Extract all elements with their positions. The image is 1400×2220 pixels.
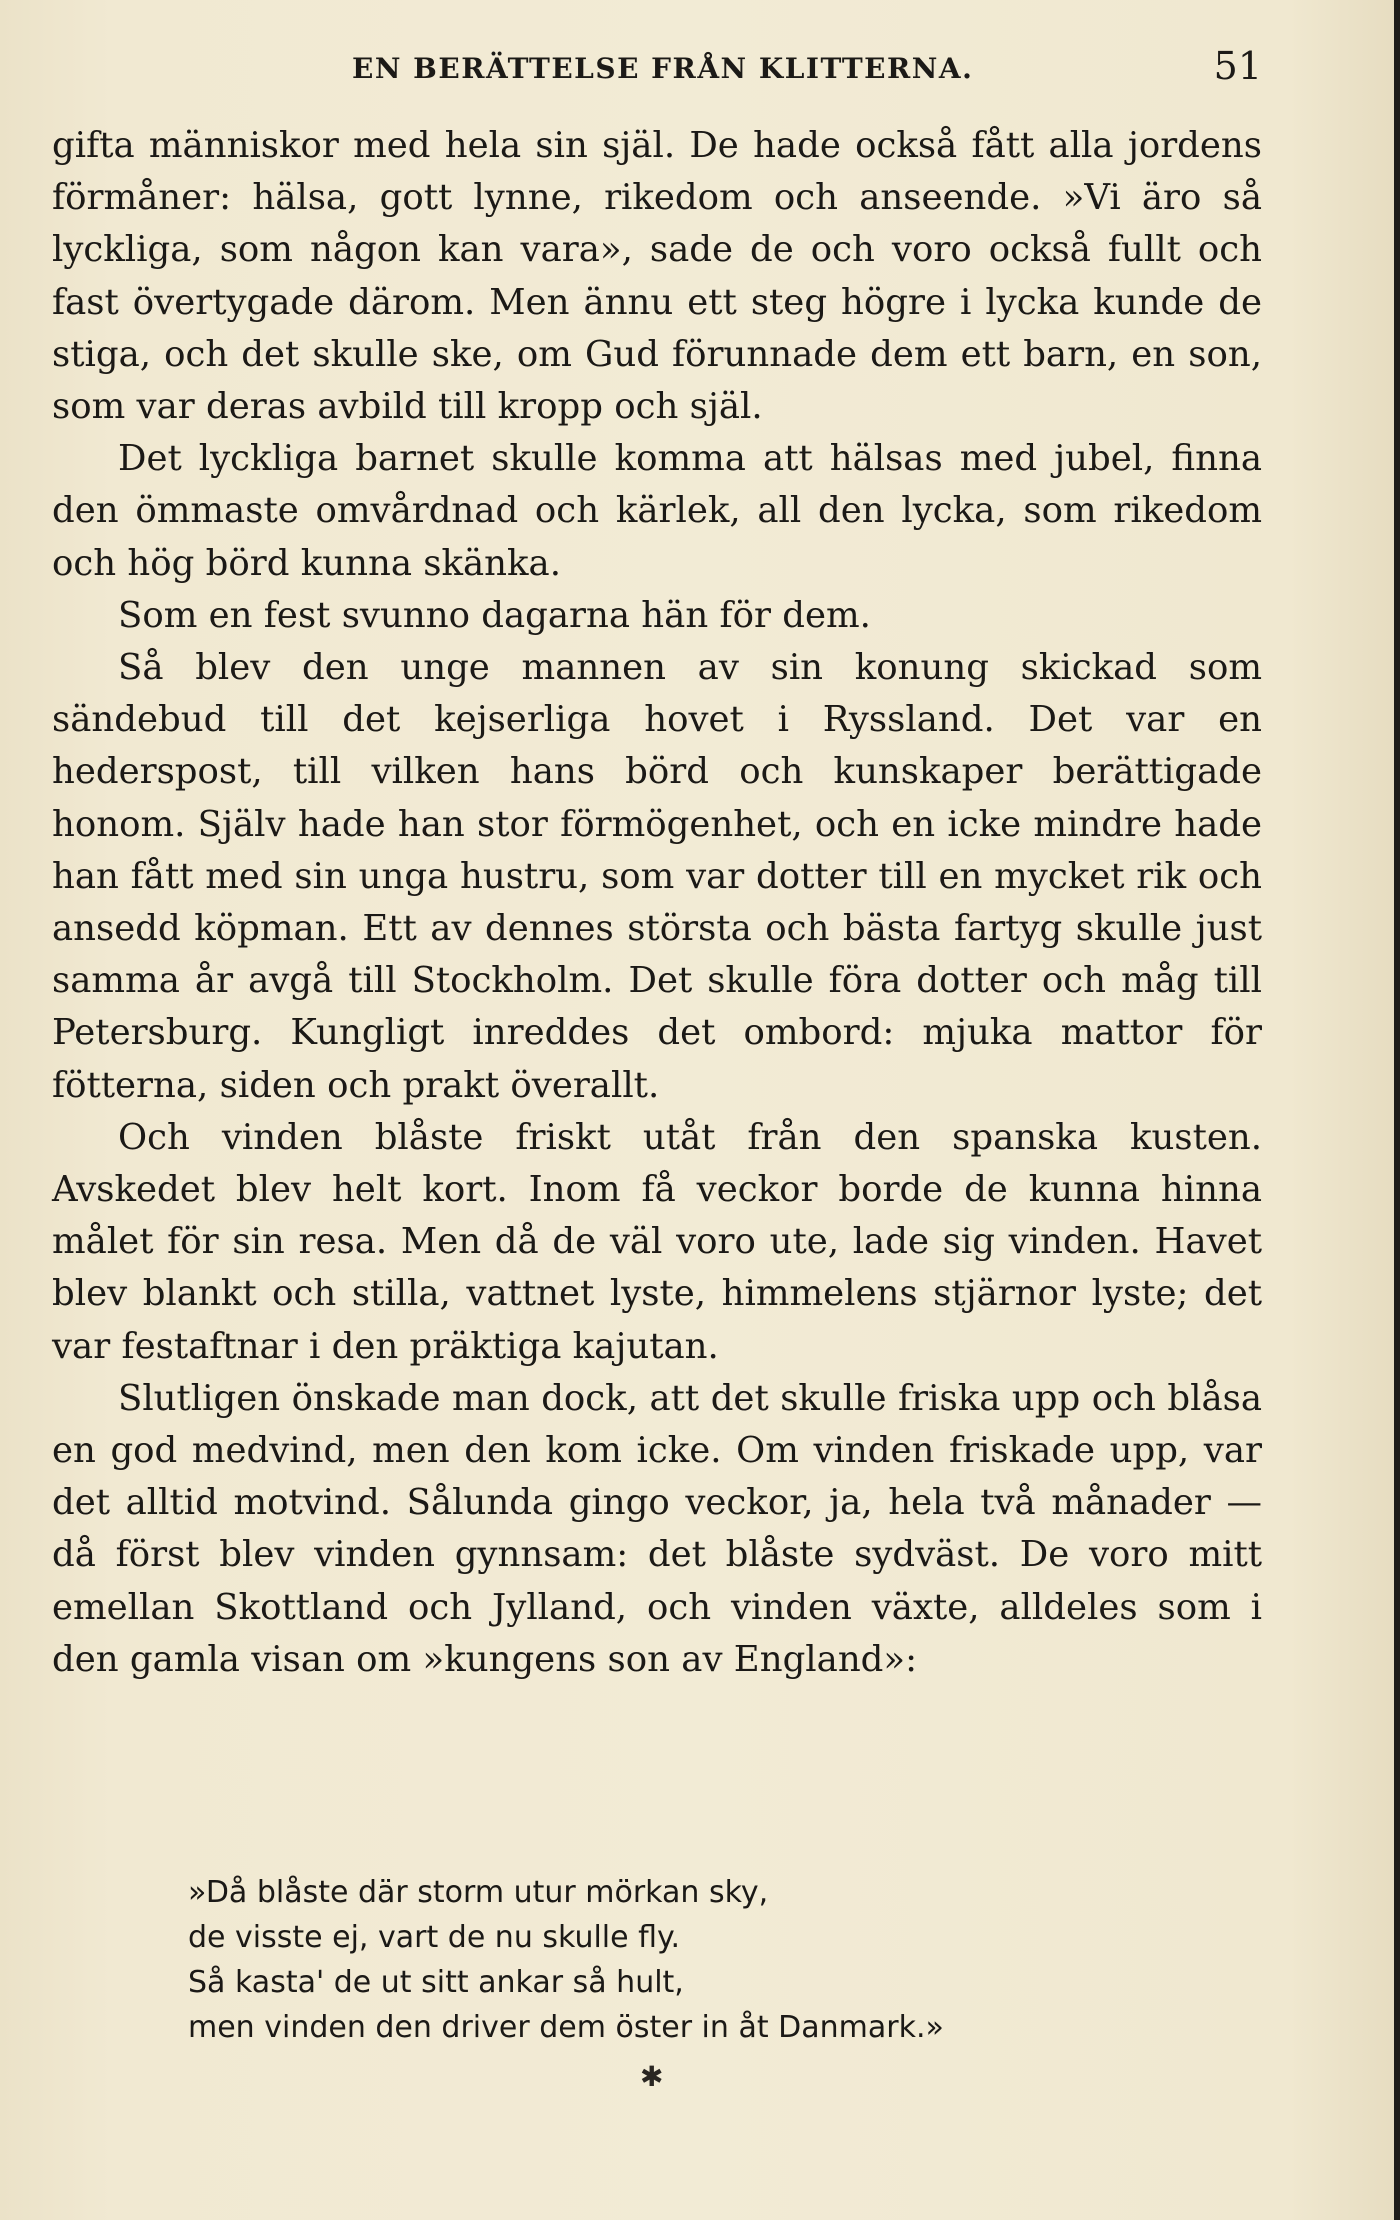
- paragraph-6: Slutligen önskade man dock, att det skulle friska upp och blåsa en god medvind, men den kom icke. Om vinden friskade upp, var det alltid motvind. Sålunda gingo veckor, ja, hela två månader — då först blev vinden gynnsam: det blåste sydväst. De voro mitt emellan Skottland och Jylland, och vinden växte, alldeles som i den gamla visan om »kungens son av England»:: [52, 1377, 1262, 1680]
- paragraph-4: Så blev den unge mannen av sin konung skickad som sändebud till det kejserliga hovet i Ryssland. Det var en hederspost, till vilken hans börd och kunskaper berättigade honom. Själv hade han stor förmögenhet, och en icke mindre hade han fått med sin unga hustru, som var dotter till en mycket rik och ansedd köpman. Ett av dennes största och bästa fartyg skulle just samma år avgå till Stockholm. Det skulle föra dotter och måg till Petersburg. Kungligt inreddes det ombord: mjuka mattor för fötterna, siden och prakt överallt.: [52, 647, 1262, 1106]
- verse-line: Så kasta' de ut sitt ankar så hult,: [188, 1965, 684, 2000]
- asterisk-ornament-icon: ✱: [640, 2060, 664, 2093]
- paragraph-5: Och vinden blåste friskt utåt från den spanska kusten. Avskedet blev helt kort. Inom få veckor borde de kunna hinna målet för sin resa. Men då de väl voro ute, lade sig vinden. Havet blev blankt och stilla, vattnet lyste, himmelens stjärnor lyste; det var festaftnar i den präktiga kajutan.: [52, 1116, 1262, 1367]
- page-number: 51: [1213, 44, 1262, 88]
- body-text: [52, 120, 1262, 1686]
- paragraph-2: Det lyckliga barnet skulle komma att hälsas med jubel, finna den ömmaste omvårdnad och kärlek, all den lycka, som rikedom och hög börd kunna skänka.: [52, 438, 1262, 584]
- verse-line: »Då blåste där storm utur mörkan sky,: [188, 1875, 769, 1910]
- verse-line: de visste ej, vart de nu skulle fly.: [188, 1920, 681, 1955]
- paragraph-3: Som en fest svunno dagarna hän för dem.: [118, 594, 871, 636]
- verse-line: men vinden den driver dem öster in åt Danmark.»: [188, 2010, 944, 2045]
- page-edge-shadow: [1394, 0, 1400, 2220]
- verse-quotation: [188, 1870, 1088, 2050]
- page-header: [52, 44, 1262, 104]
- running-title: EN BERÄTTELSE FRÅN KLITTERNA.: [352, 52, 974, 85]
- paragraph-1: gifta människor med hela sin själ. De hade också fått alla jordens förmåner: hälsa, gott lynne, rikedom och anseende. »Vi äro så lyckliga, som någon kan vara», sade de och voro också fullt och fast övertygade därom. Men ännu ett steg högre i lycka kunde de stiga, och det skulle ske, om Gud förunnade dem ett barn, en son, som var deras avbild till kropp och själ.: [52, 125, 1262, 428]
